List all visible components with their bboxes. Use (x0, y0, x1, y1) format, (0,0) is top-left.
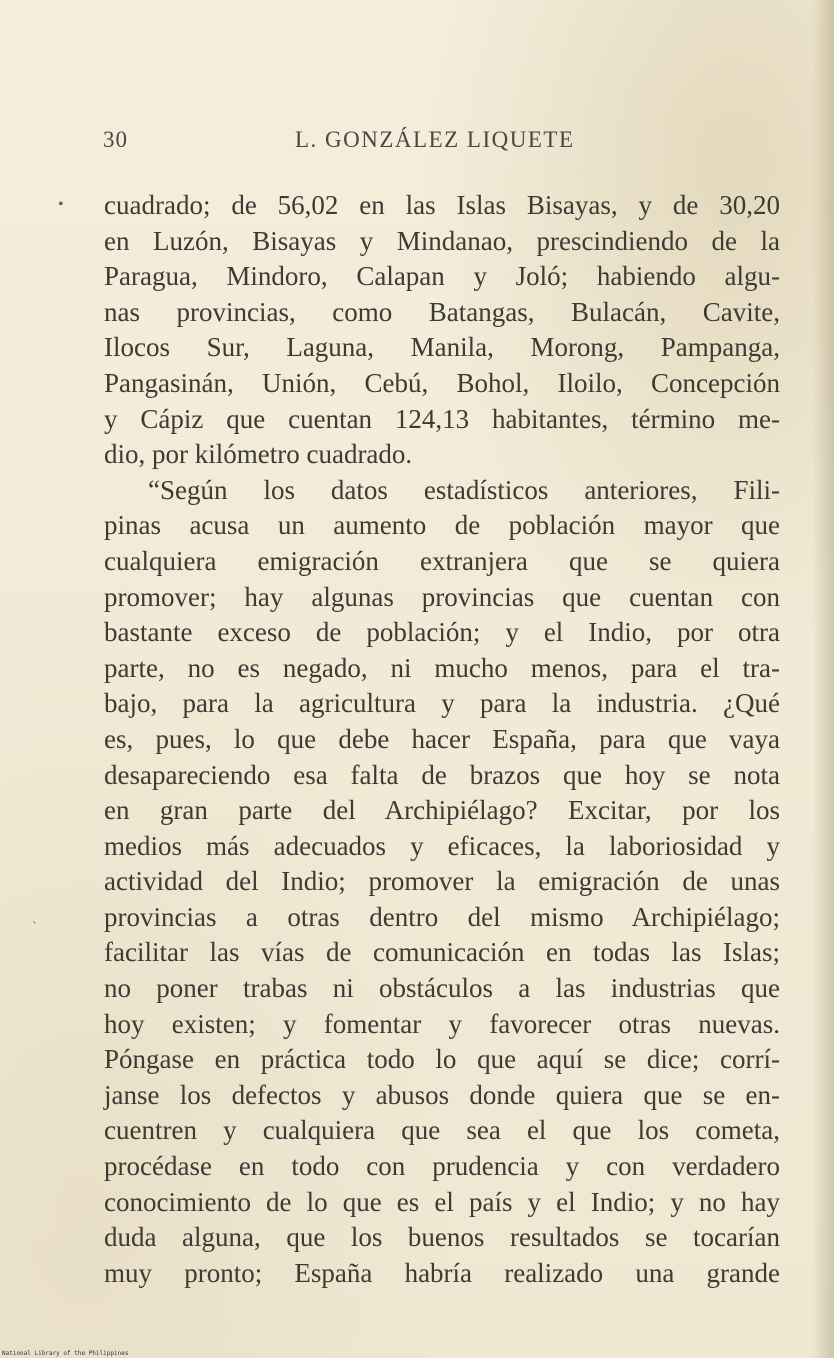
text-line: duda alguna, que los buenos resultados se tocarían (104, 1222, 780, 1253)
paragraph-continuation (104, 188, 780, 473)
text-line: actividad del Indio; promover la emigración de unas (104, 866, 780, 897)
text-line: cuadrado; de 56,02 en las Islas Bisayas, y de 30,20 (104, 190, 780, 220)
text-line: en Luzón, Bisayas y Mindanao, prescindiendo de la (104, 225, 780, 256)
margin-dot-mark: • (58, 196, 64, 213)
text-line: es, pues, lo que debe hacer España, para que vaya (104, 723, 780, 754)
page-header (103, 127, 783, 161)
text-line: muy pronto; España habría realizado una grande (104, 1257, 780, 1288)
text-line: cuentren y cualquiera que sea el que los cometa, (104, 1115, 780, 1146)
text-line: desapareciendo esa falta de brazos que hoy se nota (104, 759, 780, 790)
text-line: hoy existen; y fomentar y favorecer otras nuevas. (104, 1008, 780, 1039)
text-line: promover; hay algunas provincias que cuentan con (104, 581, 780, 612)
text-line: bastante exceso de población; y el Indio, por otra (104, 617, 780, 648)
margin-tick-mark: ˋ (32, 920, 37, 935)
text-line: cualquiera emigración extranjera que se quiera (104, 545, 780, 576)
text-line: nas provincias, como Batangas, Bulacán, Cavite, (104, 296, 780, 327)
text-line: medios más adecuados y eficaces, la laboriosidad y (104, 830, 780, 861)
text-line: parte, no es negado, ni mucho menos, para el tra- (104, 652, 780, 683)
text-line: Póngase en práctica todo lo que aquí se dice; corrí- (104, 1044, 780, 1075)
text-line: y Cápiz que cuentan 124,13 habitantes, término me- (104, 403, 780, 434)
text-line: provincias a otras dentro del mismo Archipiélago; (104, 901, 780, 932)
text-line: Ilocos Sur, Laguna, Manila, Morong, Pampanga, (104, 332, 780, 363)
text-line: facilitar las vías de comunicación en todas las Islas; (104, 937, 780, 968)
paragraph-quote (104, 473, 780, 1292)
body-text (104, 188, 780, 1291)
text-line: janse los defectos y abusos donde quiera que se en- (104, 1079, 780, 1110)
text-line: procédase en todo con prudencia y con verdadero (104, 1151, 780, 1182)
page-number: 30 (103, 127, 128, 152)
library-credit: National Library of the Philippines (2, 1350, 129, 1357)
text-line: bajo, para la agricultura y para la industria. ¿Qué (104, 688, 780, 719)
running-title: L. GONZÁLEZ LIQUETE (295, 127, 575, 152)
text-line: dio, por kilómetro cuadrado. (104, 439, 413, 470)
text-line: en gran parte del Archipiélago? Excitar, por los (104, 795, 780, 826)
text-line: no poner trabas ni obstáculos a las industrias que (104, 973, 780, 1004)
page-edge-shadow (812, 0, 834, 1358)
text-line: conocimiento de lo que es el país y el Indio; y no hay (104, 1186, 780, 1217)
text-line: pinas acusa un aumento de población mayor que (104, 510, 780, 541)
text-line: “Según los datos estadísticos anteriores, Fili- (148, 474, 780, 505)
text-line: Paragua, Mindoro, Calapan y Joló; habiendo algu- (104, 261, 780, 292)
text-line: Pangasinán, Unión, Cebú, Bohol, Iloilo, Concepción (104, 367, 780, 398)
